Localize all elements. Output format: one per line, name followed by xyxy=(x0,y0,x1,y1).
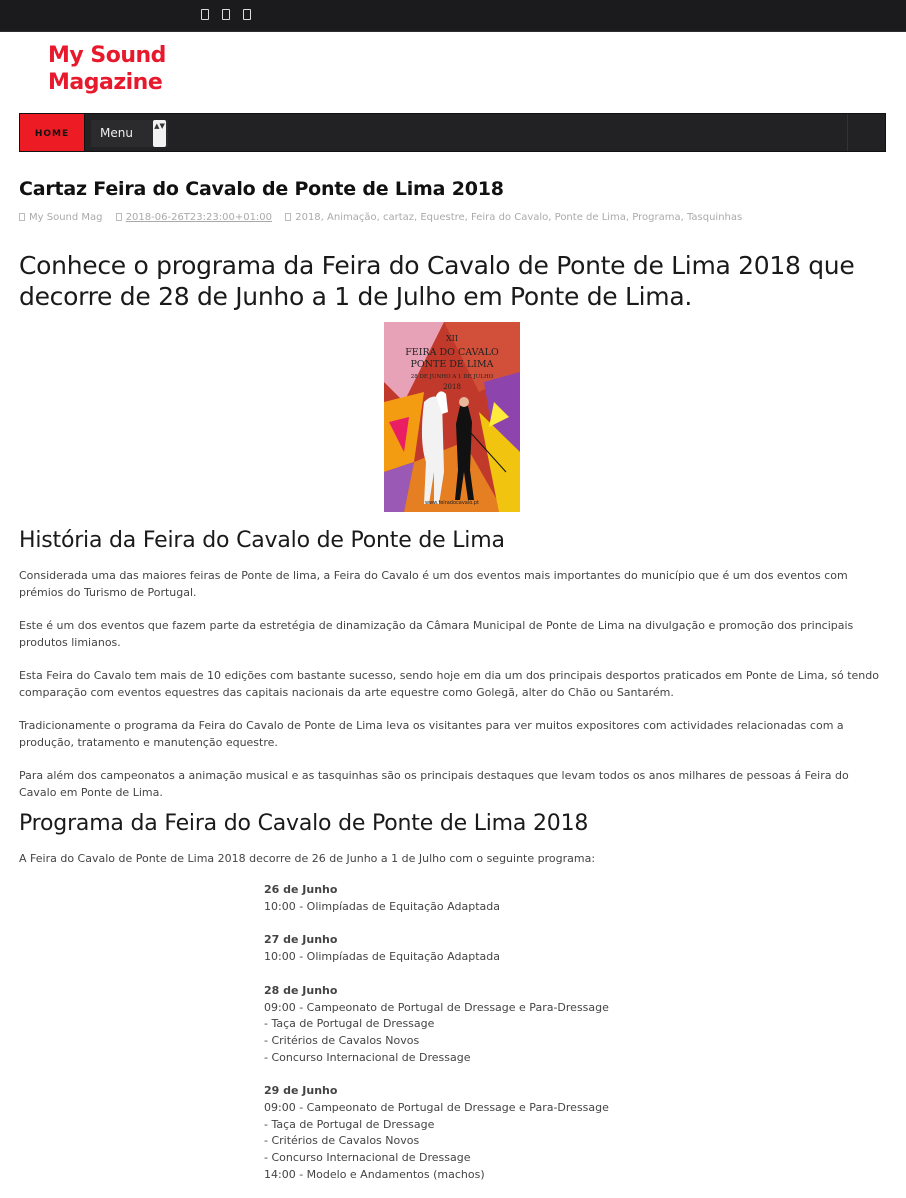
history-heading: História da Feira do Cavalo de Ponte de Lima xyxy=(19,528,505,553)
program-item: - Critérios de Cavalos Novos xyxy=(264,1033,420,1047)
program-day: 28 de Junho xyxy=(264,983,338,997)
program-item: 10:00 - Olimpíadas de Equitação Adaptada xyxy=(264,950,500,964)
social-icon[interactable] xyxy=(222,9,230,20)
paragraph: Esta Feira do Cavalo tem mais de 10 edições com bastante sucesso, sendo hoje em dia um dos principais desportos praticados em Ponte de Lima, só tendo comparação com eventos equestres das capitais nacionais da arte equestre como Golegã, alter do Chão ou Santarém. xyxy=(19,669,879,699)
paragraph: Considerada uma das maiores feiras de Ponte de lima, a Feira do Cavalo é um dos eventos mais importantes do município que é um dos eventos com prémios do Turismo de Portugal. xyxy=(19,569,848,599)
user-icon xyxy=(19,213,25,221)
program-heading: Programa da Feira do Cavalo de Ponte de Lima 2018 xyxy=(19,811,589,836)
tag-icon xyxy=(285,213,291,221)
poster-dates: 28 DE JUNHO A 1 DE JULHO xyxy=(410,374,494,380)
poster-edition: XII xyxy=(445,334,459,343)
program-day: 27 de Junho xyxy=(264,933,338,947)
social-icon[interactable] xyxy=(201,9,209,20)
paragraph: Para além dos campeonatos a animação musical e as tasquinhas são os principais destaques que levam todos os anos milhares de pessoas á Feira do Cavalo em Ponte de Lima. xyxy=(19,769,849,799)
nav-home-link[interactable]: HOME xyxy=(20,114,84,151)
menu-select[interactable]: Menu xyxy=(91,120,168,147)
poster-subtitle: PONTE DE LIMA xyxy=(410,359,494,370)
program-day: 26 de Junho xyxy=(264,883,338,896)
post-title: Cartaz Feira do Cavalo de Ponte de Lima 2018 xyxy=(19,178,504,200)
program-item: 09:00 - Campeonato de Portugal de Dressage e Para-Dressage xyxy=(264,1101,609,1115)
poster-year: 2018 xyxy=(443,383,461,391)
post-meta xyxy=(19,212,742,223)
program-item: 14:00 - Modelo e Andamentos (machos) xyxy=(264,1167,485,1181)
post-date[interactable]: 2018-06-26T23:23:00+01:00 xyxy=(125,212,273,223)
paragraph: Este é um dos eventos que fazem parte da estretégia de dinamização da Câmara Municipal de Ponte de Lima na divulgação e promoção dos principais produtos limianos. xyxy=(19,619,854,649)
paragraph: Tradicionamente o programa da Feira do Cavalo de Ponte de Lima leva os visitantes para ver muitos expositores com actividades relacionadas com a produção, tratamento e manutenção equestre. xyxy=(19,719,844,749)
program-day: 29 de Junho xyxy=(264,1084,338,1098)
nav-divider xyxy=(84,114,85,151)
program-item: - Taça de Portugal de Dressage xyxy=(264,1117,435,1131)
post-lead-heading: Conhece o programa da Feira do Cavalo de Ponte de Lima 2018 que decorre de 28 de Junho a 1 de Julho em Ponte de Lima. xyxy=(19,251,855,311)
main-navigation xyxy=(19,113,886,152)
poster-url: www.feiradocavalo.pt xyxy=(425,500,479,506)
post-author[interactable]: My Sound Mag xyxy=(29,212,103,223)
site-logo[interactable] xyxy=(48,42,166,96)
nav-divider xyxy=(847,114,848,151)
program-item: - Taça de Portugal de Dressage xyxy=(264,1017,435,1031)
top-bar xyxy=(0,0,906,32)
program-schedule xyxy=(264,882,684,1184)
program-item: - Critérios de Cavalos Novos xyxy=(264,1134,420,1148)
post-tags[interactable]: 2018, Animação, cartaz, Equestre, Feira do Cavalo, Ponte de Lima, Programa, Tasquinhas xyxy=(295,212,743,223)
site-logo-line-2[interactable]: Magazine xyxy=(48,70,163,95)
program-intro: A Feira do Cavalo de Ponte de Lima 2018 decorre de 26 de Junho a 1 de Julho com o seguinte programa: xyxy=(19,852,596,865)
select-arrows-icon[interactable]: ▲▼ xyxy=(153,120,166,147)
poster-title: FEIRA DO CAVALO xyxy=(405,347,499,358)
program-item: - Concurso Internacional de Dressage xyxy=(264,1050,471,1064)
site-logo-line-1[interactable]: My Sound xyxy=(48,43,166,68)
clock-icon xyxy=(116,213,122,221)
program-item: 10:00 - Olimpíadas de Equitação Adaptada xyxy=(264,899,500,913)
event-poster-image[interactable] xyxy=(384,322,520,512)
program-item: 09:00 - Campeonato de Portugal de Dressage e Para-Dressage xyxy=(264,1000,609,1014)
social-icon[interactable] xyxy=(243,9,251,20)
program-item: - Concurso Internacional de Dressage xyxy=(264,1151,471,1165)
poster-artwork xyxy=(384,322,520,512)
